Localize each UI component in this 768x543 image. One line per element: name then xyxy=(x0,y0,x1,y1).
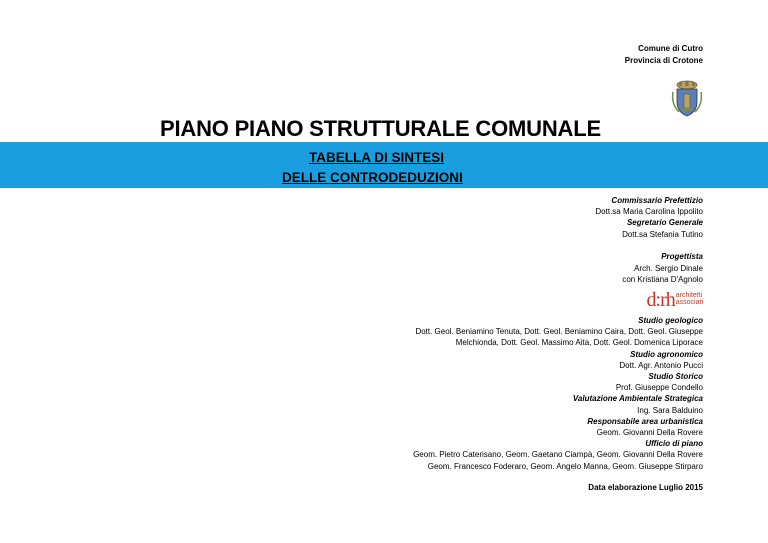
municipality-header xyxy=(625,43,703,67)
municipality-name: Comune di Cutro xyxy=(638,44,703,53)
urbanistica-name: Geom. Giovanni Della Rovere xyxy=(596,427,703,437)
geologico-role: Studio geologico xyxy=(638,315,703,325)
credits-block xyxy=(413,195,703,472)
commissario-role: Commissario Prefettizio xyxy=(611,196,703,205)
vas-role: Valutazione Ambientale Strategica xyxy=(572,394,703,404)
geologico-names-1: Dott. Geol. Beniamino Tenuta, Dott. Geol. Beniamino Caira, Dott. Geol. Giuseppe xyxy=(415,327,703,337)
logo-mark: d:rh xyxy=(646,288,675,311)
geologico-names-2: Melchionda, Dott. Geol. Massimo Aita, Dott. Geol. Domenica Liporace xyxy=(455,338,703,348)
storico-name: Prof. Giuseppe Condello xyxy=(615,383,703,393)
agronomico-role: Studio agronomico xyxy=(630,349,703,359)
progettista-name: Arch. Sergio Dinale xyxy=(634,263,703,273)
agronomico-name: Dott. Agr. Antonio Pucci xyxy=(619,360,703,370)
logo-line-1: architetti xyxy=(675,291,703,299)
drh-architetti-logo xyxy=(646,288,703,311)
progettista-collaborator: con Kristiana D'Agnolo xyxy=(622,274,703,284)
urbanistica-role: Responsabile area urbanistica xyxy=(587,416,703,426)
subtitle-line-2: DELLE CONTRODEDUZIONI xyxy=(282,170,463,185)
ufficio-names-2: Geom. Francesco Foderaro, Geom. Angelo Manna, Geom. Giuseppe Stirparo xyxy=(427,461,703,471)
segretario-role: Segretario Generale xyxy=(626,218,703,228)
vas-name: Ing. Sara Balduino xyxy=(637,405,703,415)
subtitle-line-1: TABELLA DI SINTESI xyxy=(309,150,444,165)
progettista-role: Progettista xyxy=(661,252,703,262)
coat-of-arms-icon xyxy=(667,78,707,118)
elaboration-date: Data elaborazione Luglio 2015 xyxy=(588,483,703,492)
ufficio-role: Ufficio di piano xyxy=(645,439,703,449)
storico-role: Studio Storico xyxy=(648,371,703,381)
document-title: PIANO PIANO STRUTTURALE COMUNALE xyxy=(160,116,601,141)
ufficio-names-1: Geom. Pietro Caterisano, Geom. Gaetano Ciampà, Geom. Giovanni Della Rovere xyxy=(413,450,703,460)
segretario-name: Dott.sa Stefania Tutino xyxy=(622,229,703,239)
commissario-name: Dott.sa Maria Carolina Ippolito xyxy=(595,207,703,217)
logo-line-2: associati xyxy=(675,299,703,307)
province-name: Provincia di Crotone xyxy=(624,56,703,65)
